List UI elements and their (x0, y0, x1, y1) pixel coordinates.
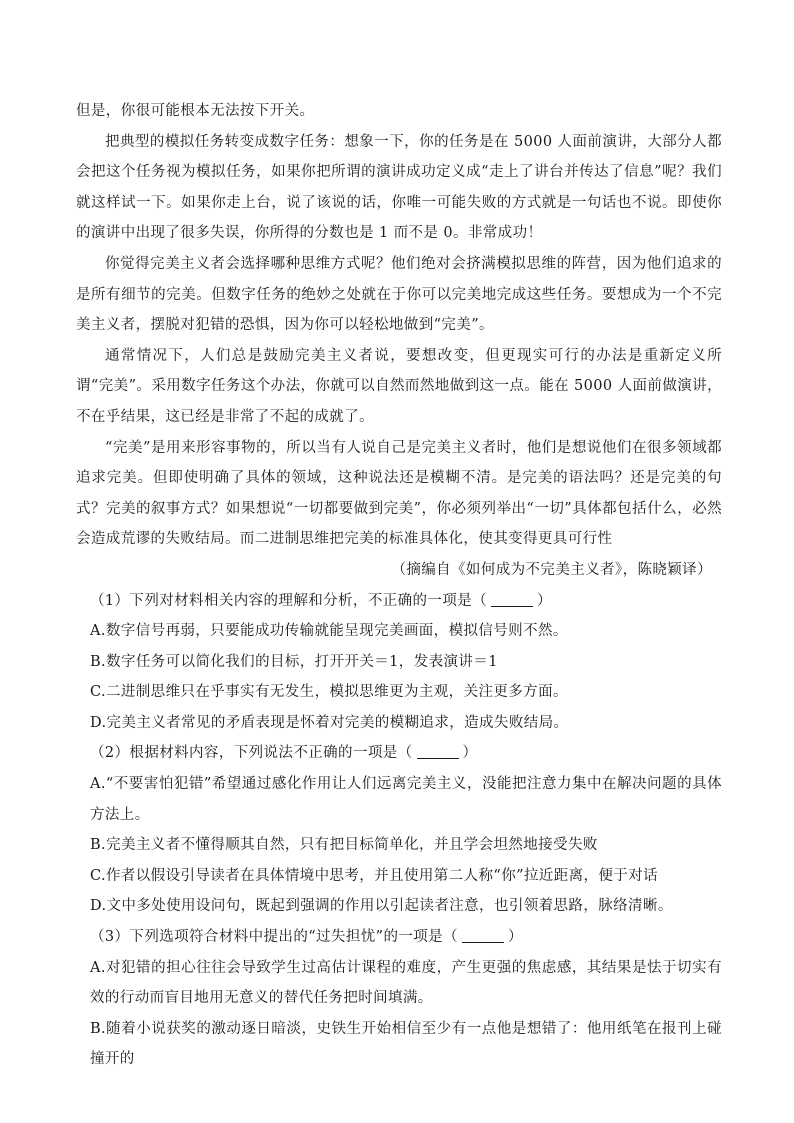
answer-blank[interactable] (417, 744, 459, 759)
paragraph-0: 但是，你很可能根本无法按下开关。 (76, 103, 315, 119)
paragraph-1: 把典型的模拟任务转变成数字任务：想象一下，你的任务是在 5000 人面前演讲，大部分人都会把这个任务视为模拟任务，如果你把所谓的演讲成功定义成“走上了讲台并传达了信息”呢？我们就这样试一下。如果你走上台，说了该说的话，你唯一可能失败的方式就是一句话也不说。即使你的演讲中出现了很多失误，你所得的分数也是 1 而不是 0。非常成功！ (76, 133, 722, 242)
question-3 (76, 922, 722, 1075)
answer-blank[interactable] (462, 928, 504, 943)
option-a: A.“不要害怕犯错”希望通过感化作用让人们远离完美主义，没能把注意力集中在解决问题的具体方法上。 (90, 776, 722, 823)
document-page (76, 96, 722, 1075)
paragraph-3: 通常情况下，人们总是鼓励完美主义者说，要想改变，但更现实可行的办法是重新定义所谓“完美”。采用数字任务这个办法，你就可以自然而然地做到这一点。能在 5000 人面前做演讲，不在乎结果，这已经是非常了不起的成就了。 (76, 347, 722, 425)
paragraph-2: 你觉得完美主义者会选择哪种思维方式呢？他们绝对会挤满模拟思维的阵营，因为他们追求的是所有细节的完美。但数字任务的绝妙之处就在于你可以完美地完成这些任务。要想成为一个不完美主义者，摆脱对犯错的恐惧，因为你可以轻松地做到“完美”。 (76, 255, 722, 334)
source-citation: （摘编自《如何成为不完美主义者》，陈晓颖译） (391, 561, 712, 578)
paragraph-4: “完美”是用来形容事物的，所以当有人说自己是完美主义者时，他们是想说他们在很多领域都追求完美。但即使明确了具体的领域，这种说法还是模糊不清。是完美的语法吗？还是完美的句式？完美的叙事方式？如果想说“一切都要做到完美”，你必须列举出“一切”具体都包括什么，必然会造成荒谬的失败结局。而二进制思维把完美的标准具体化，使其变得更具可行性 (76, 439, 722, 548)
option-c: C.二进制思维只在乎事实有无发生，模拟思维更为主观，关注更多方面。 (90, 684, 568, 701)
option-c: C.作者以假设引导读者在具体情境中思考，并且使用第二人称“你”拉近距离，便于对话 (90, 867, 659, 884)
option-b: B.数字任务可以简化我们的目标，打开开关＝1，发表演讲＝1 (90, 653, 498, 670)
question-1 (76, 586, 722, 739)
question-stem: （2）根据材料内容，下列说法不正确的一项是（ ） (90, 745, 478, 762)
question-2 (76, 738, 722, 922)
question-stem: （3）下列选项符合材料中提出的“过失担忧”的一项是（ ） (90, 929, 523, 946)
option-b: B.随着小说获奖的激动逐日暗淡，史铁生开始相信至少有一点他是想错了：他用纸笔在报刊上碰撞开的 (90, 1020, 722, 1068)
option-a: A.对犯错的担心往往会导致学生过高估计课程的难度，产生更强的焦虑感，其结果是怯于切实有效的行动而盲目地用无意义的替代任务把时间填满。 (90, 959, 722, 1007)
answer-blank[interactable] (491, 592, 533, 607)
option-b: B.完美主义者不懂得顺其自然，只有把目标简单化，并且学会坦然地接受失败 (90, 837, 598, 854)
option-d: D.完美主义者常见的矛盾表现是怀着对完美的模糊追求，造成失败结局。 (90, 714, 569, 731)
option-a: A.数字信号再弱，只要能成功传输就能呈现完美画面，模拟信号则不然。 (90, 623, 568, 640)
option-d: D.文中多处使用设问句，既起到强调的作用以引起读者注意，也引领着思路，脉络清晰。 (90, 898, 673, 915)
question-stem: （1）下列对材料相关内容的理解和分析，不正确的一项是（ ） (90, 592, 552, 609)
